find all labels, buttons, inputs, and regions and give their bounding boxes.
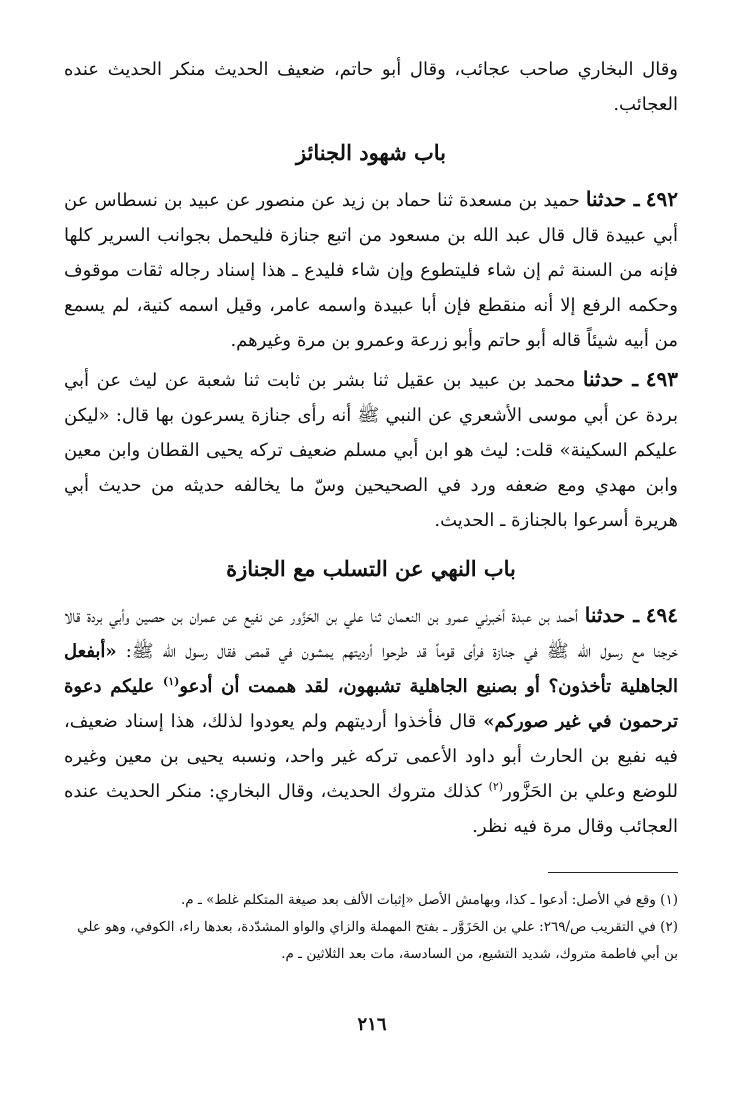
haddathana-label: ـ حدثنا (584, 603, 640, 627)
hadith-text-cont: قال فأخذوا أرديتهم ولم يعودوا لذلك، هذا إسناد ضعيف، فيه نفيع بن الحارث أبو داود الأعمى تركه غير واحد، ونسبه يحيى بن معين وغيره للوضع وعلي بن الحَزَّور (64, 711, 678, 802)
footnote-2: (٢) في التقريب ص/٢٦٩: علي بن الحَزَوَّر ـ بفتح المهملة والزاي والواو المشدّدة، بعدها راء، الكوفي، وهو علي بن أبي فاطمة متروك، شديد التشيع، من السادسة، مات بعد الثلاثين ـ م. (77, 919, 678, 962)
intro-paragraph: وقال البخاري صاحب عجائب، وقال أبو حاتم، ضعيف الحديث منكر الحديث عنده العجائب. (64, 59, 678, 115)
footnote-ref-1[interactable]: (١) (163, 675, 180, 688)
footnote-1: (١) وقع في الأصل: أدعوا ـ كذا، وبهامش الأصل «إثبات الألف بعد صيغة المتكلم غلط» ـ م. (180, 892, 678, 908)
footnote-ref-2[interactable]: (٢) (488, 780, 504, 793)
hadith-492 (64, 182, 678, 358)
hadith-text: محمد بن عبيد بن عقيل ثنا بشر بن ثابت ثنا شعبة عن ليث عن أبي بردة عن أبي موسى الأشعري عن النبي ﷺ أنه رأى جنازة يسرعون بها قال: «ليكن عليكم السكينة» قلت: ليث هو ابن أبي مسلم ضعيف تركه يحيى القطان وابن معين وابن مهدي ومع ضعفه ورد في الصحيحين وسّ ما يخالفه حديثه من حديث أبي هريرة أسرعوا بالجنازة ـ الحديث. (64, 370, 678, 531)
hadith-number: ٤٩٢ (645, 187, 678, 211)
hadith-text-end: كذلك متروك الحديث، وقال البخاري: منكر الحديث عنده العجائب وقال مرة فيه نظر. (64, 781, 678, 837)
hadith-text: أحمد بن عبدة أخبرني عمرو بن النعمان ثنا علي بن الحَزَّور عن نفيع عن عمران بن حصين وأبي بردة قالا خرجنا مع رسول الله ﷺ في جنازة فرأى قوماً قد طرحوا أرديتهم يمشون في قمص فقال رسول الله ﷺ: (64, 606, 678, 662)
hadith-text: حميد بن مسعدة ثنا حماد بن زيد عن منصور عن عبيد بن نسطاس عن أبي عبيدة قال قال عبد الله بن مسعود من اتبع جنازة فليحمل بجوانب السرير كلها فإنه من السنة ثم إن شاء فليتطوع وإن شاء فليدع ـ هذا إسناد رجاله ثقات موقوف وحكمه الرفع إلا أنه منقطع فإن أبا عبيدة واسمه عامر، وقيل اسمه كنية، لم يسمع من أبيه شيئاً قاله أبو حاتم وأبو زرعة وعمرو بن مرة وغيرهم. (64, 190, 678, 351)
footnote-divider (548, 872, 678, 873)
hadith-number: ٤٩٤ (645, 603, 678, 627)
prophet-quote: «أبفعل الجاهلية تأخذون؟ أو بصنيع الجاهلية تشبهون، لقد هممت أن أدعو (64, 641, 678, 697)
hadith-number: ٤٩٣ (645, 367, 678, 391)
haddathana-label: ـ حدثنا (585, 187, 640, 211)
section-heading-prohibition: باب النهي عن التسلب مع الجنازة (226, 556, 516, 581)
hadith-493 (64, 362, 678, 538)
section-heading-funerals: باب شهود الجنائز (295, 140, 447, 165)
hadith-494 (64, 598, 678, 844)
prophet-quote-cont: عليكم دعوة ترحمون في غير صوركم» (64, 676, 678, 732)
page-number: ٢١٦ (357, 1014, 387, 1035)
footnotes (64, 887, 678, 968)
haddathana-label: ـ حدثنا (582, 367, 639, 391)
